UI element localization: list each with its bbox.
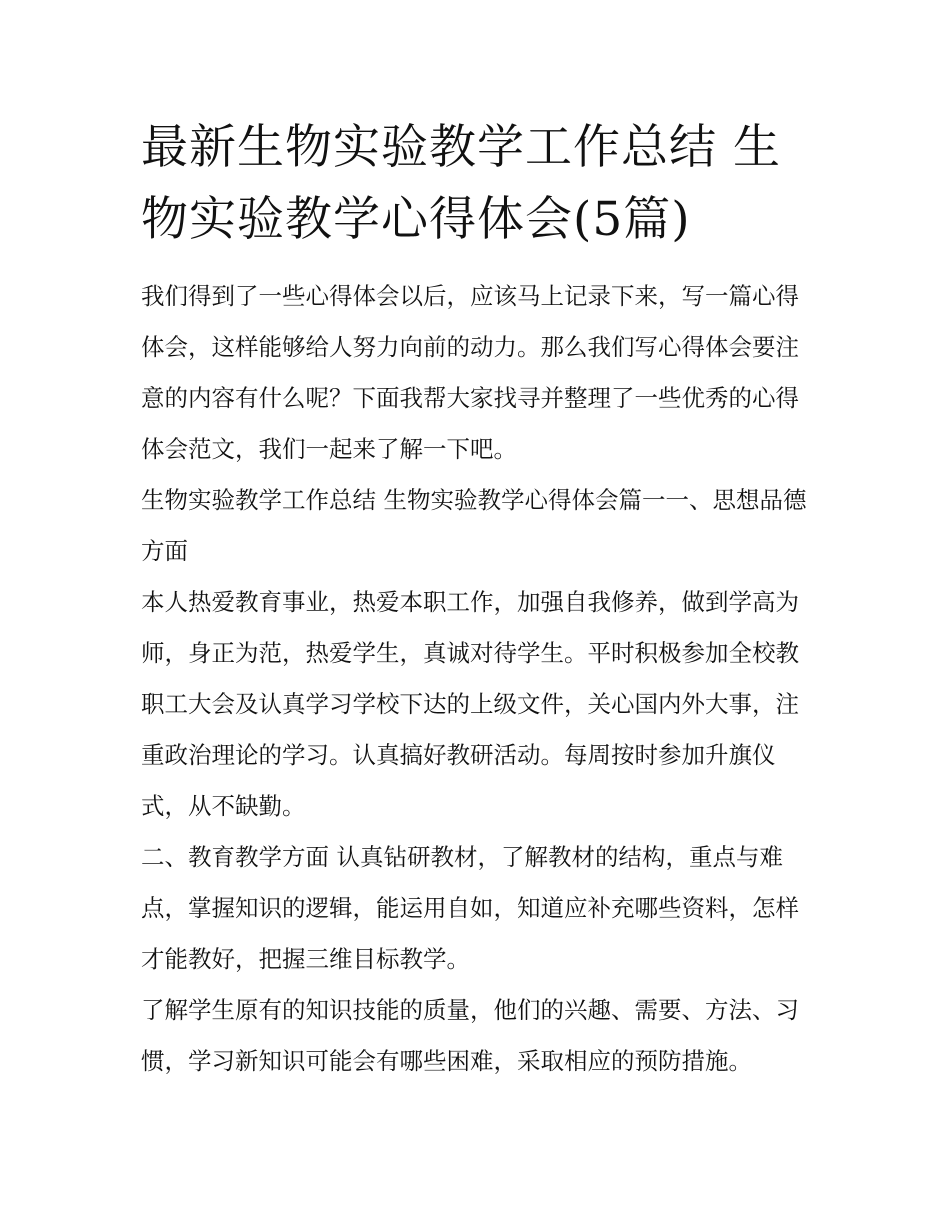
document-title: 最新生物实验教学工作总结 生物实验教学心得体会(5篇) — [141, 120, 781, 247]
section-heading-paragraph: 生物实验教学工作总结 生物实验教学心得体会篇一一、思想品德方面 — [141, 486, 807, 565]
document-content — [141, 112, 813, 1087]
moral-character-paragraph: 本人热爱教育事业，热爱本职工作，加强自我修养，做到学高为师，身正为范，热爱学生，真诚对待学生。平时积极参加全校教职工大会及认真学习学校下达的上级文件，关心国内外大事，注重政治理论的学习。认真搞好教研活动。每周按时参加升旗仪式，从不缺勤。 — [141, 588, 799, 820]
intro-paragraph: 我们得到了一些心得体会以后，应该马上记录下来，写一篇心得体会，这样能够给人努力向前的动力。那么我们写心得体会要注意的内容有什么呢？下面我帮大家找寻并整理了一些优秀的心得体会范文，我们一起来了解一下吧。 — [141, 282, 799, 463]
teaching-paragraph: 二、教育教学方面 认真钻研教材，了解教材的结构，重点与难点，掌握知识的逻辑，能运用自如，知道应补充哪些资料，怎样才能教好，把握三维目标教学。 — [141, 843, 799, 973]
student-knowledge-paragraph: 了解学生原有的知识技能的质量，他们的兴趣、需要、方法、习惯，学习新知识可能会有哪些困难，采取相应的预防措施。 — [141, 996, 799, 1075]
